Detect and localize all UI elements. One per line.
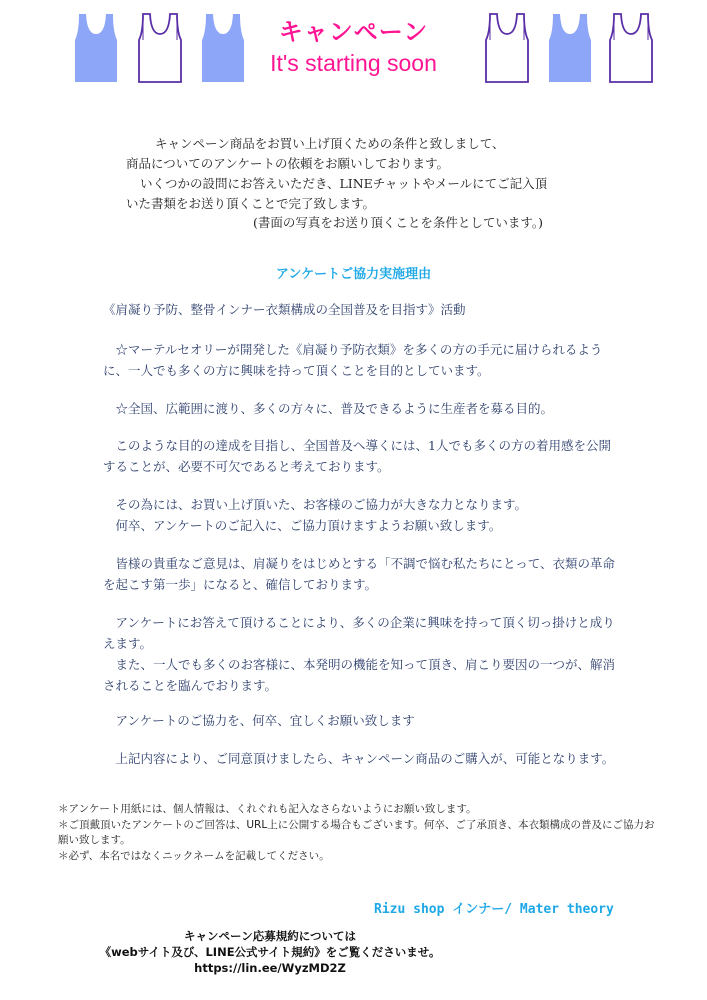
intro-line: いくつかの設問にお答えいただき、LINEチャットやメールにてご記入頂 bbox=[140, 176, 548, 191]
reason-paragraph: アンケートにお答えて頂けることにより、多くの企業に興味を持って頂く切っ掛けと成りえます。 また、一人でも多くのお客様に、本発明の機能を知って頂き、肩こり要因の一つが、解消されることを臨んでおります。 bbox=[103, 615, 616, 693]
footer-url-link[interactable]: https://lin.ee/WyzMD2Z bbox=[194, 961, 346, 975]
reason-heading: アンケートご協力実施理由 bbox=[275, 267, 432, 282]
campaign-title: キャンペーン bbox=[278, 18, 429, 46]
reason-paragraph: 皆様の貴重なご意見は、肩凝りをはじめとする「不調で悩む私たちにとって、衣類の革命を起こす第一歩」になると、確信しております。 bbox=[103, 556, 616, 592]
reason-paragraph: 上記内容により、ご同意頂けましたら、キャンペーン商品のご購入が、可能となります。 bbox=[103, 751, 615, 766]
reason-paragraph: ☆全国、広範囲に渡り、多くの方々に、普及できるように生産者を募る目的。 bbox=[103, 401, 554, 416]
intro-line: キャンペーン商品をお買い上げ頂くための条件と致しまして、 bbox=[155, 136, 505, 151]
footer bbox=[0, 928, 540, 976]
brand-signature: Rizu shop インナー/ Mater theory bbox=[374, 902, 614, 917]
intro-line: いた書類をお送り頂くことで完了致します。 bbox=[126, 196, 376, 211]
reason-paragraph: その為には、お買い上げ頂いた、お客様のご協力が大きな力となります。 何卒、アンケートのご記入に、ご協力頂けますようお願い致します。 bbox=[115, 497, 528, 533]
note-line: ＊ご頂戴頂いたアンケートのご回答は、URL上に公開する場合もございます。何卒、ご了承頂き、本衣類構成の普及にご協力お願い致します。 bbox=[58, 819, 655, 846]
note-line: ＊アンケート用紙には、個人情報は、くれぐれも記入なさらないようにお願い致します。 bbox=[58, 803, 477, 815]
reason-paragraph: このような目的の達成を目指し、全国普及へ導くには、1人でも多くの方の着用感を公開することが、必要不可欠であると考えております。 bbox=[103, 438, 611, 474]
footer-line: 《webサイト及び、LINE公式サイト規約》をご覧くださいませ。 bbox=[99, 945, 441, 959]
intro-note: (書面の写真をお送り頂くことを条件としています。) bbox=[253, 215, 544, 230]
reason-paragraph: ☆マーテルセオリーが開発した《肩凝り予防衣類》を多くの方の手元に届けられるように、一人でも多くの方に興味を持って頂くことを目的としています。 bbox=[103, 342, 603, 378]
campaign-subtitle: It's starting soon bbox=[270, 50, 437, 76]
note-line: ＊必ず、本名ではなくニックネームを記載してください。 bbox=[58, 850, 330, 862]
reason-paragraph: 《肩凝り予防、整骨インナー衣類構成の全国普及を目指す》活動 bbox=[103, 302, 466, 317]
footer-line: キャンペーン応募規約については bbox=[183, 929, 357, 943]
intro-line: 商品についてのアンケートの依頼をお願いしております。 bbox=[126, 156, 450, 171]
reason-paragraph: アンケートのご協力を、何卒、宜しくお願い致します bbox=[103, 713, 415, 728]
